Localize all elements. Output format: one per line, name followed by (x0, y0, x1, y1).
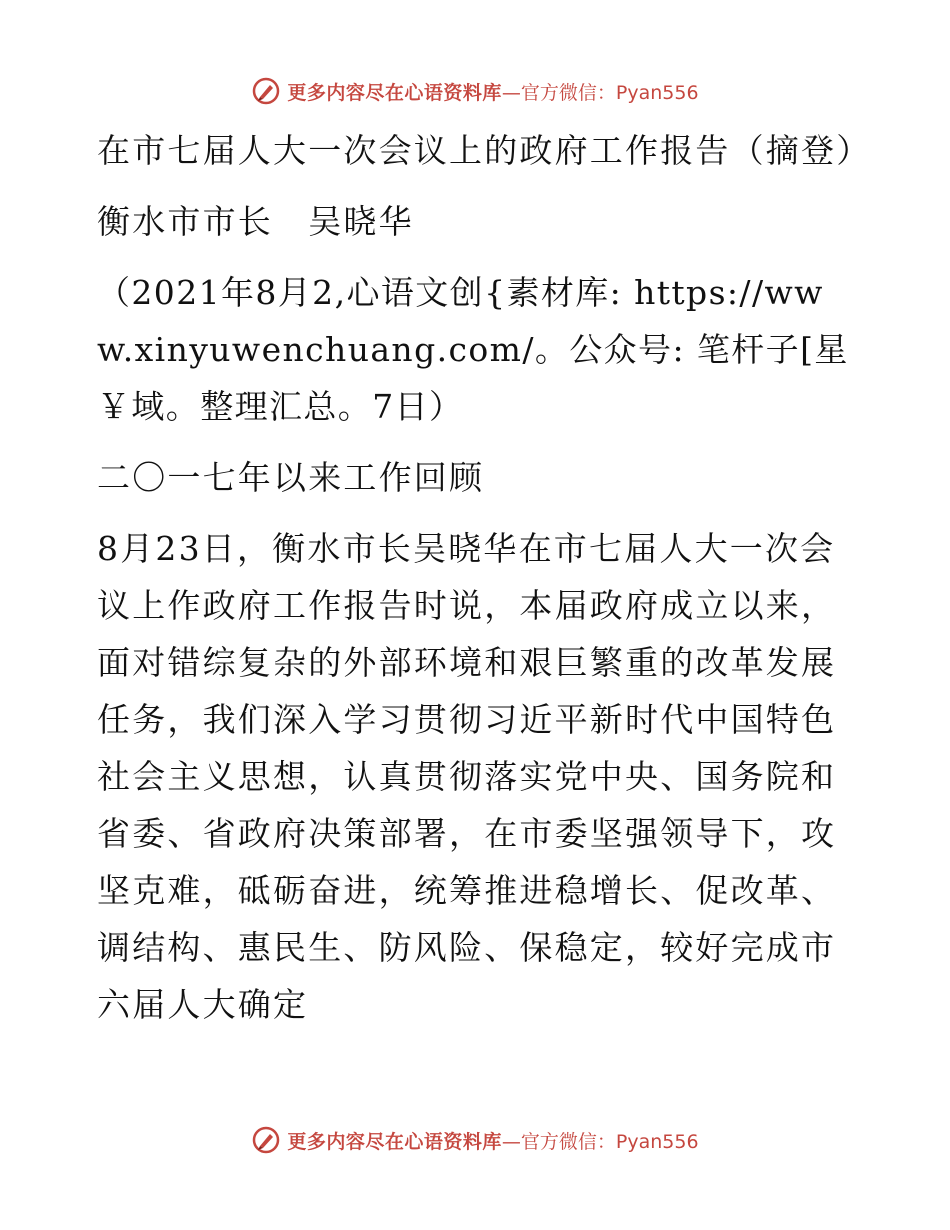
section-heading: 二〇一七年以来工作回顾 (97, 458, 485, 497)
document-body (97, 122, 872, 1033)
document-title: 在市七届人大一次会议上的政府工作报告（摘登） (97, 131, 872, 170)
banner-text: 更多内容尽在心语资料库 (287, 81, 502, 104)
banner-wechat-text: —官方微信：Pyan556 (501, 1130, 699, 1153)
document-author: 衡水市市长 吴晓华 (97, 202, 414, 241)
body-paragraph: 8月23日，衡水市长吴晓华在市七届人大一次会议上作政府工作报告时说，本届政府成立以来，面对错综复杂的外部环境和艰巨繁重的改革发展任务，我们深入学习贯彻习近平新时代中国特色社会主义思想，认真贯彻落实党中央、国务院和省委、省政府决策部署，在市委坚强领导下，攻坚克难，砥砺奋进，统筹推进稳增长、促改革、调结构、惠民生、防风险、保稳定，较好完成市六届人大确定 (97, 529, 837, 1024)
pen-nib-logo-icon (251, 1125, 281, 1155)
banner-wechat-text: —官方微信：Pyan556 (501, 81, 699, 104)
pen-nib-logo-icon (251, 76, 281, 106)
header-banner (0, 71, 950, 111)
footer-banner (0, 1120, 950, 1160)
banner-text: 更多内容尽在心语资料库 (287, 1130, 502, 1153)
document-source-note: （2021年8月2,心语文创{素材库: https://www.xinyuwenchuang.com/。公众号: 笔杆子[星￥域。整理汇总。7日） (97, 273, 849, 426)
